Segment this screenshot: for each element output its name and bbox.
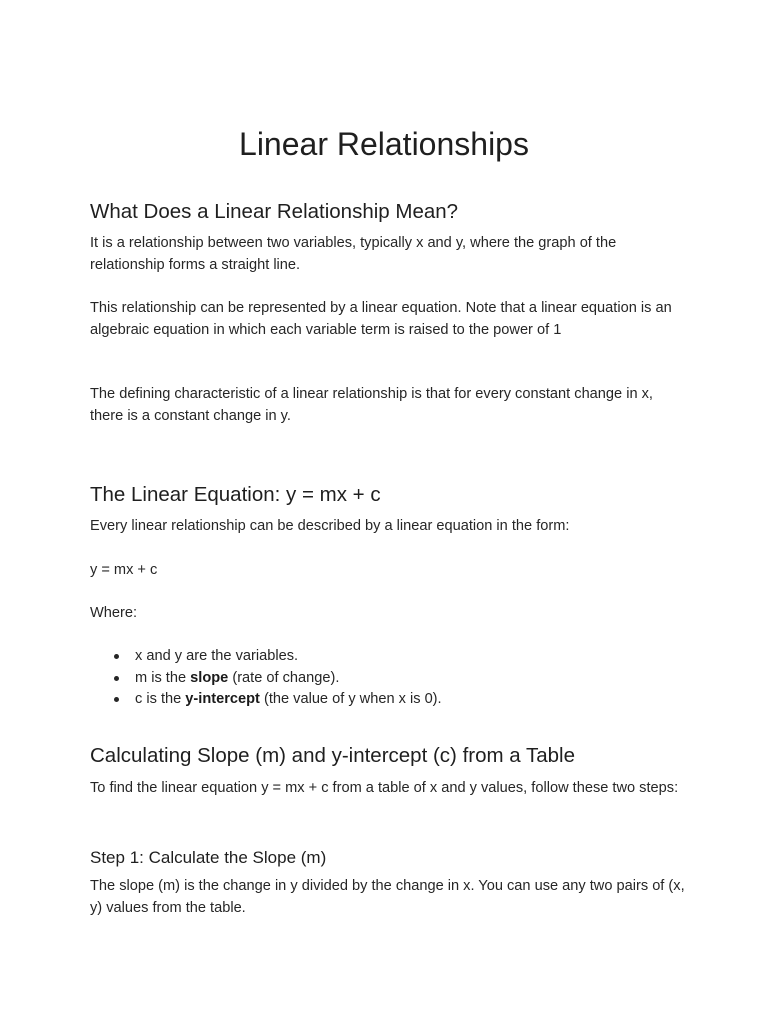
slope-term: slope [190, 669, 229, 686]
list-item [90, 689, 442, 711]
variables-list [90, 646, 442, 711]
bullet-text-slope-suffix: (rate of change). [228, 669, 340, 686]
paragraph-definition: It is a relationship between two variables, typically x and y, where the graph of the relationship forms a straight line. [90, 235, 617, 273]
section-heading-linear-equation: The Linear Equation: y = mx + c [90, 483, 381, 506]
equation-text: y = mx + c [90, 562, 158, 578]
section-heading-linear-relationship: What Does a Linear Relationship Mean? [90, 200, 459, 223]
paragraph-step1: The slope (m) is the change in y divided by the change in x. You can use any two pairs of (x, y) values from the table. [90, 878, 685, 916]
bullet-text-intercept-suffix: (the value of y when x is 0). [259, 691, 442, 707]
page-title: Linear Relationships [239, 126, 529, 162]
bullet-text-slope-prefix: m is the [135, 669, 191, 686]
paragraph-linear-equation-note: This relationship can be represented by a linear equation. Note that a linear equation is an algebraic equation in which each variable term is raised to the power of 1 [90, 300, 672, 338]
paragraph-equation-intro: Every linear relationship can be described by a linear equation in the form: [90, 518, 570, 534]
list-item [90, 668, 442, 690]
list-item [90, 646, 442, 668]
paragraph-table-intro: To find the linear equation y = mx + c from a table of x and y values, follow these two steps: [90, 780, 679, 796]
bullet-icon [114, 676, 119, 681]
paragraph-defining-characteristic: The defining characteristic of a linear relationship is that for every constant change in x, there is a constant change in y. [90, 386, 653, 424]
y-intercept-term: y-intercept [185, 691, 260, 707]
where-label: Where: [90, 605, 138, 621]
bullet-text-variables: x and y are the variables. [135, 648, 299, 664]
bullet-icon [114, 654, 119, 659]
bullet-text-intercept-prefix: c is the [135, 691, 186, 707]
bullet-icon [114, 697, 119, 702]
step1-heading: Step 1: Calculate the Slope (m) [90, 848, 327, 867]
section-heading-calculating-slope: Calculating Slope (m) and y-intercept (c) from a Table [90, 744, 575, 767]
